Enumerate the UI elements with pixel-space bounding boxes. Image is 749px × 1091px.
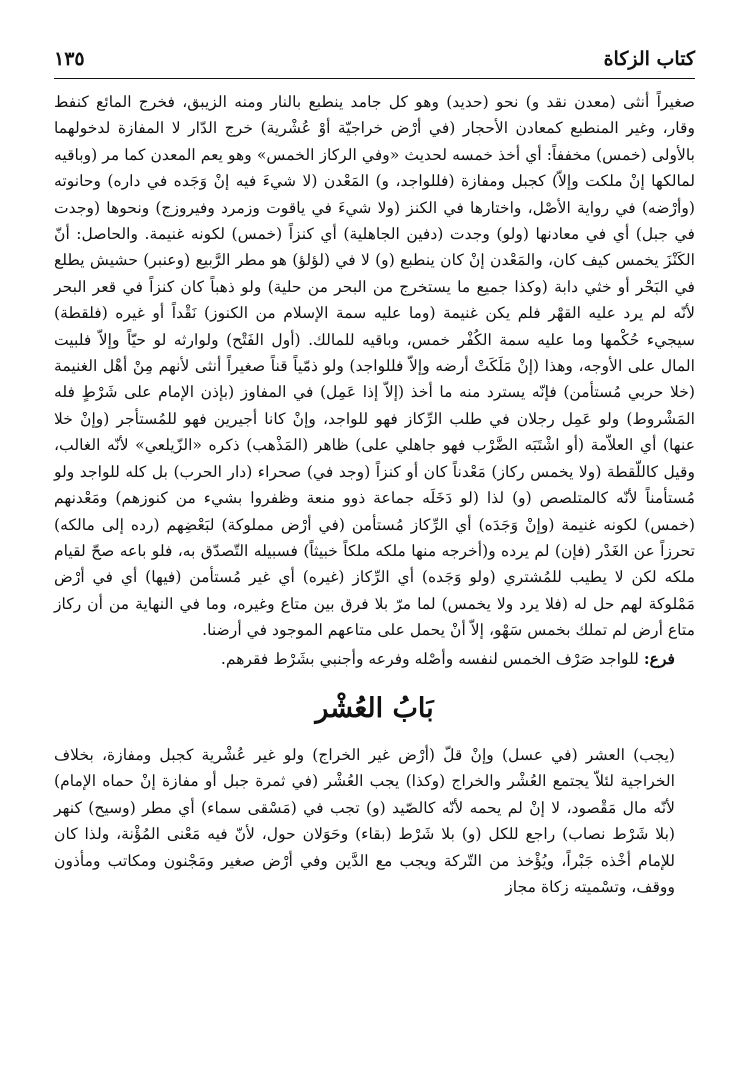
section-body	[54, 742, 695, 900]
far-label: فرع:	[643, 648, 675, 668]
running-header	[54, 48, 695, 79]
section-paragraph: (يجب) العشر (في عسل) وإنْ قلّ (أرْض غير الخراج) ولو غير عُشْرية كجبل ومفازة، بخلاف الخراجية لئلاّ يجتمع العُشْر والخراج (وكذا) يجب العُشْر (في ثمرة جبل أو مفازة إنْ حماه الإمام) لأنّه مال مَقْصود، لا إنْ لم يحمه لأنّه كالصّيد (و) تجب في (مَسْقى سماء) أي مطر (وسيح) كنهر (بلا شَرْط نصاب) راجع للكل (و) بلا شَرْط (بقاء) وحَوَلان حول، لأنّ فيه مَعْنى المُؤْنة، ولذا كان للإمام أخْذه جَبْراً، ويُؤْخذ من التّركة ويجب مع الدَّين وفي أرْض صغير ومَجْنون ومكاتب ومأذون ووقف، وتسْميته زكاة مجاز	[54, 745, 675, 896]
chapter-title: كتاب الزكاة	[603, 48, 695, 70]
far-text: للواجد صَرْف الخمس لنفسه وأصْله وفرعه وأجنبي بشَرْط فقرهم.	[220, 649, 639, 668]
section-heading: بَابُ العُشْر	[315, 692, 434, 724]
page-number: ١٣٥	[54, 48, 85, 70]
commentary-paragraph: صغيراً أنثى (معدن نقد و) نحو (حديد) وهو كل جامد ينطبع بالنار ومنه الزيبق، فخرج المائع كنفط وقار، وغير المنطبع كمعادن الأحجار (في أرْض خراجيّة أوْ عُشْرية) خرج الدّار لا المفازة لدخولهما بالأولى (خمس) مخففاً: أي أخذ خمسه لحديث «وفي الركاز الخمس» وهو يعم المعدن كما مر (وباقيه لمالكها إنْ ملكت وإلاّ) كجبل ومفازة (فللواجد، و) المَعْدن (لا شيءَ فيه إنْ وَجَده في داره) وحانوته (وأرْضه) في رواية الأصْل، واختارها في الكنز (ولا شيءَ في ياقوت وزمرد وفيروزج) ونحوها (وجدت في جبل) أي في معادنها (ولو) وجدت (دفين الجاهلية) أي كنزاً (خمس) لكونه غنيمة. والحاصل: أنّ الكَنْزَ يخمس كيف كان، والمَعْدن إنْ كان ينطبع (و) لا في (لؤلؤ) هو مطر الرَّبيع (وعنبر) حشيش يطلع في البَحْر أو خثي دابة (وكذا جميع ما يستخرج من البحر من حلية) ولو ذهباً كان كنزاً في قعر البحر لأنّه لم يرد عليه القهْر فلم يكن غنيمة (وما عليه سمة الإسلام من الكنوز) نَقْداً أو غيره (فلقطة) سيجيء حُكْمها وما عليه سمة الكُفْر خمس، وباقيه للمالك. (أول الفَتْح) ولوارثه لو حيّاً وإلاّ فلبيت المال على الأوجه، وهذا (إنْ مَلَكَتْ أرضه وإلاّ فللواجد) ولو ذمّياً قناً صغيراً أنثى لأنهم مِنْ أهْل الغنيمة (خلا حربي مُستأمن) فإنّه يسترد منه ما أخذ (إلاّ إذا عَمِل) في المفاوز (بإذن الإمام على شَرْطٍ فله المَشْروط) ولو عَمِل رجلان في طلب الرِّكاز فهو للواجد، وإنْ كانا أجيرين فهو للمُستأجر (وإنْ خلا عنها) أي العلاّمة (أو اشْتَبَه الضَّرْب فهو جاهلي على) ظاهر (المَذْهب) ذكره «الزّيلعي» لأنّه الغالب، وقيل كاللّقطة (ولا يخمس ركاز) مَعْدناً كان أو كنزاً (وجد في) صحراء (دار الحرب) بل كله للواجد ولو مُستأمناً لأنّه كالمتلصص (و) لذا (لو دَخَلَه جماعة ذوو منعة وظفروا بشيء من كنوزهم) ومَعْدنهم (خمس) لكونه غنيمة (وإنْ وَجَدَه) أي الرِّكاز مُستأمن (في أرْض مملوكة) لبَعْضِهم (رده إلى مالكه) تحرزاً عن الغَدْر (فإن) لم يرده و(أخرجه منها ملكه ملكاً خبيثاً) فسبيله التّصدّق به، فلو باعه صحّ لقيام ملكه لكن لا يطيب للمُشتري (ولو وَجَده) أي الرِّكاز (غيره) أي غير مُستأمن (فيها) أي في أرْض مَمْلوكة لهم حل له (فلا يرد ولا يخمس) لما مرّ بلا فرق بين متاع وغيره، وما في النهاية من أن ركاز متاع أرض لم تملك بخمس سَهْو، إلاّ أنْ يحمل على متاعهم الموجود في أرضنا.	[54, 93, 695, 640]
commentary-text	[54, 89, 695, 672]
far-note	[54, 646, 695, 672]
